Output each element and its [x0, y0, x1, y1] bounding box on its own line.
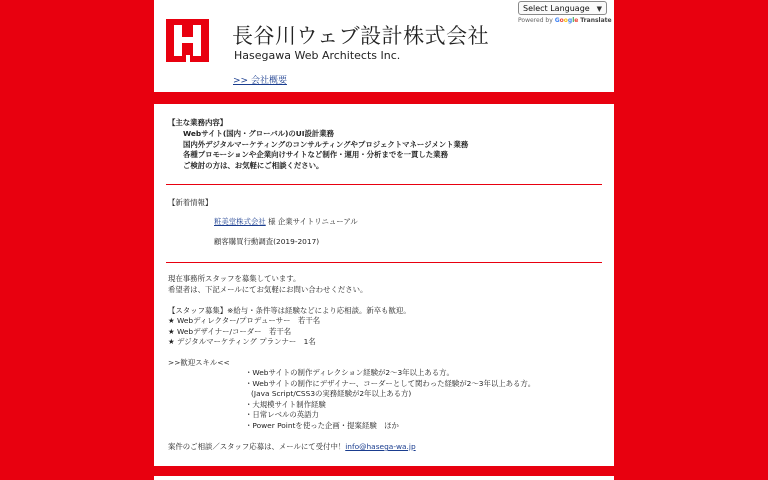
- contact-text: 案件のご相談／スタッフ応募は、メールにて受付中！: [168, 442, 346, 451]
- google-translate-widget: [518, 1, 614, 24]
- next-panel-edge: [154, 476, 614, 480]
- news-item-1-text: 様 企業サイトリニューアル: [265, 217, 358, 226]
- business-line-3: 各種プロモーションや企業向けサイトなど制作・運用・分析までを一貫した業務: [183, 150, 448, 159]
- staff-heading: 【スタッフ募集】※給与・条件等は経験などにより応相談。新卒も歓迎。: [168, 306, 411, 315]
- skill-item: ・Power Pointを使った企画・提案経験 ほか: [245, 421, 399, 430]
- business-line-1: Webサイト(国内・グローバル)のUI設計業務: [183, 129, 335, 138]
- skill-item: ・Webサイトの制作にデザイナー、コーダーとして関わった経験が2〜3年以上ある方。: [245, 379, 536, 388]
- skill-item: (Java Script/CSS3の実務経験が2年以上ある方): [251, 389, 412, 398]
- about-company-link[interactable]: >> 会社概要: [233, 76, 287, 86]
- news-item-1: [214, 217, 358, 228]
- translate-label: Translate: [580, 17, 612, 24]
- recruit-intro-1: 現在事務所スタッフを募集しています。: [168, 274, 301, 283]
- news-item-2: 顧客購買行動調査(2019-2017): [214, 237, 320, 246]
- position-item: ★ Webデザイナー/コーダー 若干名: [168, 327, 292, 336]
- news-heading: 【新着情報】: [168, 198, 213, 207]
- skill-item: ・Webサイトの制作ディレクション経験が2〜3年以上ある方。: [245, 368, 454, 377]
- language-select[interactable]: [518, 1, 607, 15]
- business-line-4: ご検討の方は、お気軽にご相談ください。: [183, 161, 324, 170]
- recruit-intro-2: 希望者は、下記メールにてお気軽にお問い合わせください。: [168, 285, 368, 294]
- section-divider: [166, 184, 602, 185]
- position-item: ★ デジタルマーケティング プランナー 1名: [168, 337, 316, 346]
- skill-item: ・日常レベルの英語力: [245, 410, 319, 419]
- company-name-jp: 長谷川ウェブ設計株式会社: [232, 24, 490, 48]
- news-item-1-link[interactable]: 粧美堂株式会社: [214, 217, 266, 226]
- language-select-label: Select Language: [523, 4, 590, 13]
- business-line-2: 国内外デジタルマーケティングのコンサルティングやプロジェクトマネージメント業務: [183, 140, 469, 149]
- logo-h-icon: [166, 19, 209, 62]
- google-logo-icon[interactable]: Google: [554, 17, 579, 24]
- skill-item: ・大規模サイト制作経験: [245, 400, 326, 409]
- section-divider: [166, 262, 602, 263]
- contact-line: [168, 442, 416, 453]
- company-logo[interactable]: [166, 19, 209, 62]
- main-content: [154, 104, 614, 466]
- business-heading: 【主な業務内容】: [168, 118, 228, 127]
- position-item: ★ Webディレクター/プロデューサー 若干名: [168, 316, 321, 325]
- skills-heading: >>歓迎スキル<<: [168, 358, 230, 367]
- company-name-en: Hasegawa Web Architects Inc.: [234, 49, 401, 62]
- contact-email-link[interactable]: info@hasega-wa.jp: [345, 442, 416, 451]
- powered-by-label: Powered by: [518, 17, 553, 24]
- powered-by-google: [518, 17, 614, 24]
- chevron-down-icon: ▼: [596, 5, 602, 13]
